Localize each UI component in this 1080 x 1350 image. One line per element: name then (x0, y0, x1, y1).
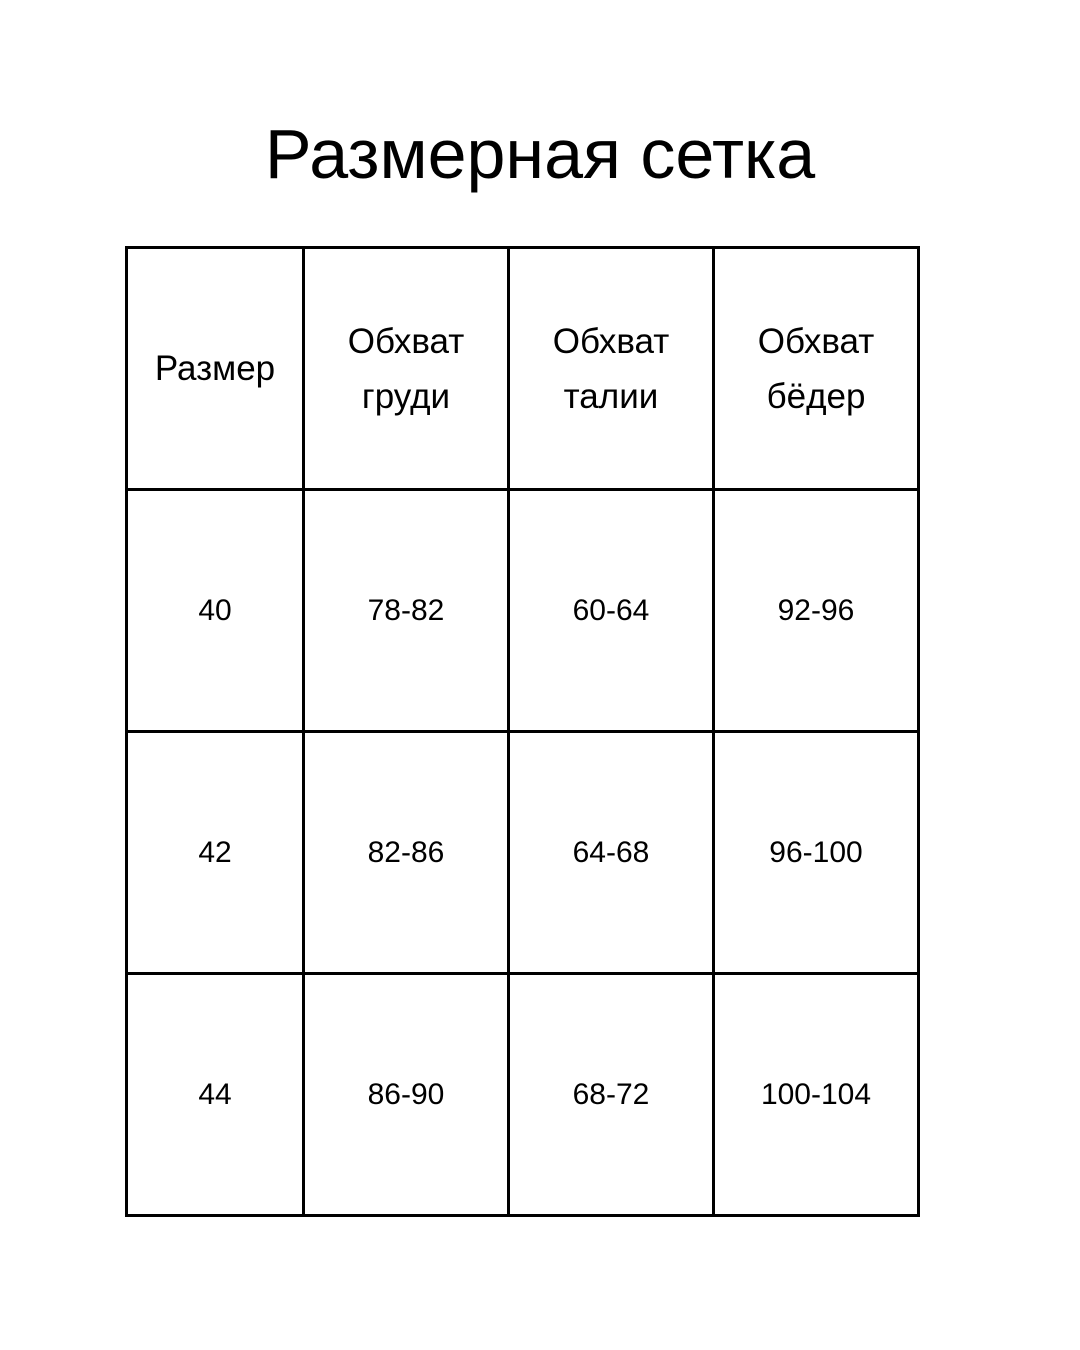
header-size (127, 248, 304, 490)
header-chest (304, 248, 509, 490)
table-row (127, 732, 919, 974)
cell-waist: 60-64 (509, 490, 714, 732)
header-size-label: Размер (154, 349, 276, 388)
cell-hips: 96-100 (714, 732, 919, 974)
header-hips-line1: Обхват (757, 321, 875, 361)
table-row (127, 974, 919, 1216)
size-chart-table (125, 246, 920, 1217)
header-chest-line2: груди (361, 376, 451, 416)
cell-waist: 64-68 (509, 732, 714, 974)
header-chest-line1: Обхват (347, 321, 465, 361)
header-waist-line2: талии (563, 376, 659, 416)
cell-chest: 86-90 (304, 974, 509, 1216)
cell-hips: 92-96 (714, 490, 919, 732)
cell-hips: 100-104 (714, 974, 919, 1216)
header-hips-line2: бёдер (766, 376, 866, 416)
header-waist-line1: Обхват (552, 321, 670, 361)
cell-size: 42 (127, 732, 304, 974)
table-header-row (127, 248, 919, 490)
header-waist (509, 248, 714, 490)
cell-chest: 82-86 (304, 732, 509, 974)
page-title: Размерная сетка (264, 115, 816, 193)
cell-size: 44 (127, 974, 304, 1216)
header-hips (714, 248, 919, 490)
table-row (127, 490, 919, 732)
cell-size: 40 (127, 490, 304, 732)
cell-chest: 78-82 (304, 490, 509, 732)
cell-waist: 68-72 (509, 974, 714, 1216)
